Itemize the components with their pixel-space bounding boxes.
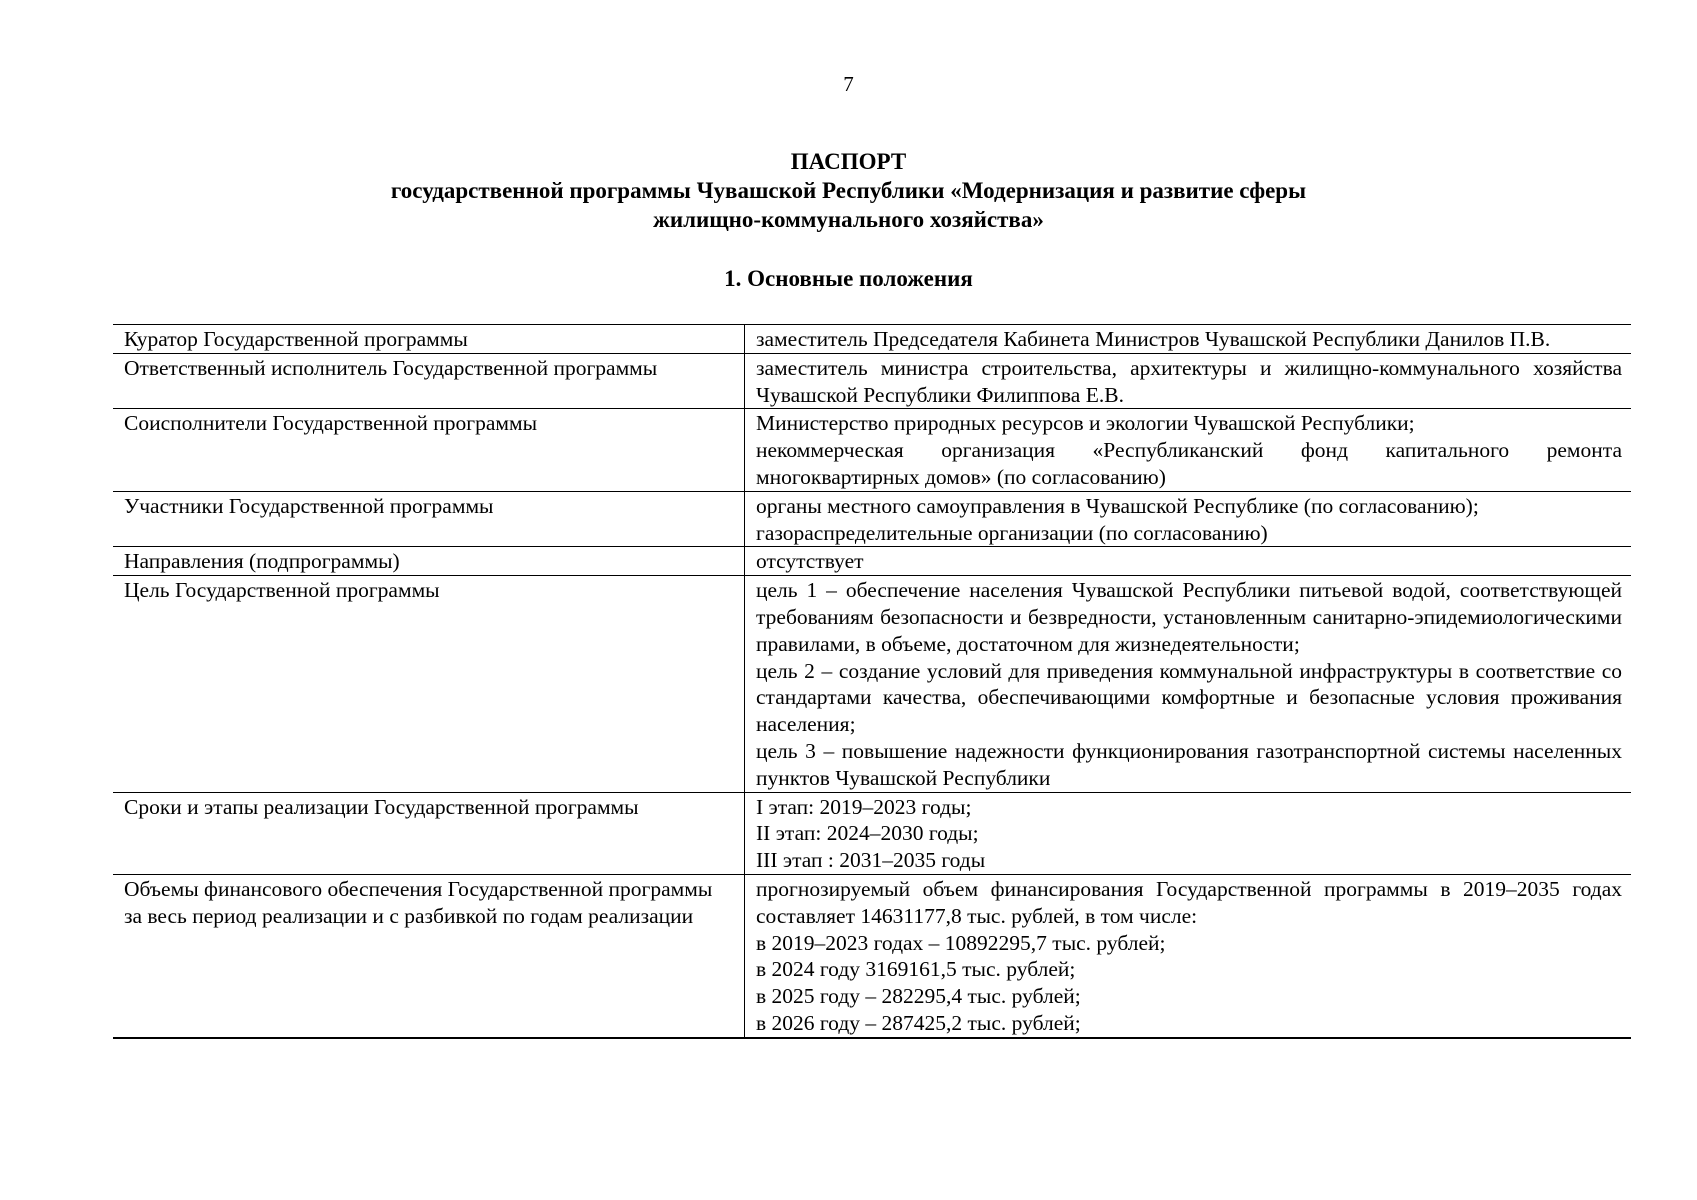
table-row (113, 409, 1631, 491)
value-line: заместитель Председателя Кабинета Министров Чувашской Республики Данилов П.В. (756, 327, 1551, 351)
row-value (745, 874, 1632, 1037)
row-value (745, 353, 1632, 409)
value-line: III этап : 2031–2035 годы (756, 848, 986, 873)
row-label: Объемы финансового обеспечения Государственной программы за весь период реализации и с разбивкой по годам реализации (113, 874, 745, 1037)
row-label: Участники Государственной программы (113, 491, 745, 547)
section-heading: 1. Основные положения (724, 266, 973, 291)
value-line: заместитель министра строительства, архитектуры и жилищно-коммунального хозяйства Чувашской Республики Филиппова Е.В. (756, 355, 1622, 407)
table-row (113, 325, 1631, 354)
row-label: Ответственный исполнитель Государственной программы (113, 353, 745, 409)
row-value (745, 325, 1632, 354)
value-line: в 2025 году – 282295,4 тыс. рублей; (756, 984, 1081, 1009)
value-line: в 2024 году 3169161,5 тыс. рублей; (756, 957, 1076, 982)
value-line: I этап: 2019–2023 годы; (756, 794, 972, 819)
value-line: цель 1 – обеспечение населения Чувашской Республики питьевой водой, соответствующей требованиям безопасности и безвредности, установленным санитарно-эпидемиологическими правилами, в объеме, достаточном для жизнедеятельности; (756, 578, 1622, 656)
page-number: 7 (843, 72, 854, 96)
row-value (745, 576, 1632, 792)
table-row (113, 792, 1631, 874)
table-row (113, 547, 1631, 576)
title-line-3: жилищно-коммунального хозяйства» (653, 207, 1044, 232)
passport-table (113, 324, 1631, 1039)
row-label: Цель Государственной программы (113, 576, 745, 792)
table-row (113, 576, 1631, 792)
row-label: Соисполнители Государственной программы (113, 409, 745, 491)
value-line: отсутствует (756, 549, 864, 574)
row-value (745, 409, 1632, 491)
row-value (745, 547, 1632, 576)
row-value (745, 792, 1632, 874)
row-label: Сроки и этапы реализации Государственной программы (113, 792, 745, 874)
value-line: цель 3 – повышение надежности функционирования газотранспортной системы населенных пунктов Чувашской Республики (756, 738, 1622, 790)
table-row (113, 491, 1631, 547)
value-line: некоммерческая организация «Республиканский фонд капитального ремонта многоквартирных домов» (по согласованию) (756, 438, 1622, 489)
value-line: газораспределительные организации (по согласованию) (756, 520, 1268, 545)
value-line: цель 2 – создание условий для приведения коммунальной инфраструктуры в соответствие со стандартами качества, обеспечивающими комфортные и безопасные условия проживания населения; (756, 658, 1622, 737)
value-line: II этап: 2024–2030 годы; (756, 821, 979, 846)
value-line: в 2026 году – 287425,2 тыс. рублей; (756, 1010, 1081, 1035)
value-line: органы местного самоуправления в Чувашской Республике (по согласованию); (756, 493, 1479, 518)
document-title (0, 147, 1697, 234)
row-label: Направления (подпрограммы) (113, 547, 745, 576)
value-line: прогнозируемый объем финансирования Государственной программы в 2019–2035 годах составляет 14631177,8 тыс. рублей, в том числе: (756, 876, 1622, 928)
row-value (745, 491, 1632, 547)
table-row (113, 353, 1631, 409)
row-label: Куратор Государственной программы (113, 325, 745, 354)
title-line-1: ПАСПОРТ (790, 149, 907, 174)
table-row (113, 874, 1631, 1037)
value-line: Министерство природных ресурсов и экологии Чувашской Республики; (756, 411, 1415, 436)
value-line: в 2019–2023 годах – 10892295,7 тыс. рублей; (756, 930, 1166, 955)
title-line-2: государственной программы Чувашской Республики «Модернизация и развитие сферы (390, 178, 1307, 203)
